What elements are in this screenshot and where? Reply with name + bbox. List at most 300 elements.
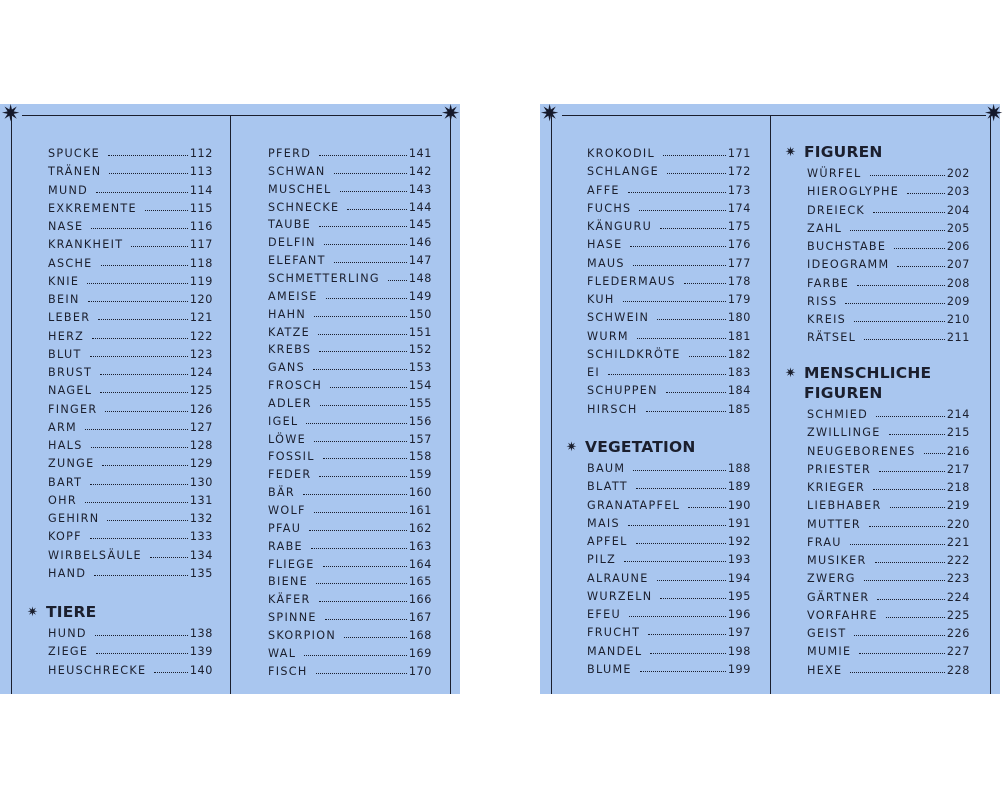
entry-page-number: 169 [408,646,432,660]
entry-term: PRIESTER [807,462,872,476]
index-entry [807,182,970,198]
index-entry [48,199,213,215]
entry-term: EI [587,366,600,379]
entry-term: OHR [48,493,77,507]
index-entry [268,430,432,446]
entry-page-number: 154 [408,379,432,393]
entry-term: PFERD [268,147,312,160]
entry-page-number: 222 [946,554,970,567]
index-entry [807,624,970,640]
dot-leader [657,580,726,581]
dot-leader [107,520,187,521]
entry-term: FRAU [807,535,842,549]
entry-page-number: 143 [408,182,432,196]
entry-term: FUCHS [587,201,632,215]
entry-page-number: 205 [946,221,970,235]
index-entry [587,290,751,306]
index-entry [807,533,970,549]
entry-term: PILZ [587,553,617,567]
entry-page-number: 195 [727,589,751,603]
index-entry [587,199,751,215]
entry-term: RÄTSEL [807,331,857,345]
dot-leader [311,548,407,549]
index-entry [807,515,970,531]
index-entry [268,287,432,303]
dot-leader [309,530,407,531]
dot-leader [318,334,407,335]
index-entry [48,235,213,251]
dot-leader [854,635,944,636]
index-entry [268,590,432,606]
entry-term: LÖWE [268,432,306,446]
index-entry [48,381,213,397]
dot-leader [94,575,188,576]
dot-leader [319,155,407,156]
entry-term: MAUS [587,256,625,270]
dot-leader [316,673,407,674]
column-rule [551,115,552,694]
entry-page-number: 151 [408,325,432,339]
entry-page-number: 207 [946,258,970,272]
dot-leader [388,280,407,281]
entry-term: HIRSCH [587,402,638,416]
entry-page-number: 168 [408,628,432,642]
dot-leader [319,226,407,227]
entry-page-number: 121 [189,311,213,325]
entry-page-number: 159 [408,468,432,482]
entry-term: MAIS [587,516,620,530]
entry-page-number: 124 [189,366,213,379]
dot-leader [100,392,188,393]
dot-leader [150,557,188,558]
entry-page-number: 119 [189,274,213,288]
index-entry [268,233,432,249]
index-entry [807,164,970,180]
index-entry [268,323,432,339]
dot-leader [628,192,726,193]
dot-leader [303,494,407,495]
index-entry [48,454,213,470]
index-entry [48,144,213,160]
entry-page-number: 181 [727,329,751,343]
star-bullet-icon: ✷ [566,440,578,455]
entry-page-number: 150 [408,307,432,321]
entry-page-number: 184 [727,384,751,398]
entry-page-number: 185 [727,402,751,416]
entry-page-number: 228 [946,663,970,677]
entry-page-number: 172 [727,165,751,179]
dot-leader [870,175,945,176]
dot-leader [879,471,945,472]
entry-term: BLUME [587,662,632,676]
star-bullet-icon: ✷ [785,366,797,381]
index-entry [807,442,970,458]
index-entry [807,478,970,494]
index-entry [268,215,432,231]
entry-term: ELEFANT [268,254,326,268]
index-entry [268,644,432,660]
entry-page-number: 158 [408,450,432,464]
entry-page-number: 127 [189,420,213,434]
entry-term: ZAHL [807,221,843,235]
entry-term: FLEDERMAUS [587,274,676,288]
entry-term: MANDEL [587,644,643,658]
entry-page-number: 126 [189,402,213,416]
dot-leader [316,583,407,584]
dot-leader [864,580,945,581]
entry-term: HIEROGLYPHE [807,185,900,199]
entry-term: GEHIRN [48,512,100,525]
entry-term: HASE [587,238,623,252]
entry-page-number: 204 [946,203,970,217]
entry-page-number: 223 [946,572,970,586]
entry-page-number: 208 [946,276,970,290]
index-entry [48,436,213,452]
section-title: MENSCHLICHE [804,364,932,382]
entry-term: KÄNGURU [587,220,653,233]
index-entry [268,519,432,535]
dot-leader [890,507,945,508]
index-entry [587,327,751,343]
column-rule [11,115,12,694]
entry-term: FOSSIL [268,450,315,464]
dot-leader [624,561,726,562]
index-entry [48,509,213,525]
dot-leader [88,301,188,302]
dot-leader [91,447,188,448]
dot-leader [154,672,187,673]
dot-leader [864,339,945,340]
index-entry [48,661,213,677]
dot-leader [90,538,188,539]
dot-leader [105,411,187,412]
dot-leader [323,566,407,567]
dot-leader [320,405,407,406]
index-entry [268,251,432,267]
entry-term: ASCHE [48,256,93,270]
dot-leader [876,416,945,417]
index-entry [48,254,213,270]
entry-term: BEIN [48,293,80,306]
index-entry [587,345,751,361]
entry-page-number: 120 [189,293,213,306]
index-entry [807,310,970,326]
entry-term: SCHLANGE [587,165,659,179]
entry-term: BRUST [48,366,93,379]
dot-leader [87,283,188,284]
entry-term: KROKODIL [587,147,655,160]
entry-page-number: 188 [727,462,751,475]
entry-page-number: 132 [189,512,213,525]
star-ornament-icon: ✷ [540,101,560,127]
entry-page-number: 224 [946,590,970,604]
dot-leader [96,653,188,654]
index-entry [268,501,432,517]
entry-page-number: 217 [946,462,970,476]
index-entry [268,662,432,678]
index-entry [268,358,432,374]
entry-term: SCHMETTERLING [268,271,380,285]
entry-page-number: 174 [727,201,751,215]
entry-page-number: 122 [189,329,213,343]
entry-page-number: 144 [408,200,432,214]
entry-term: SPINNE [268,611,317,625]
entry-page-number: 156 [408,414,432,428]
entry-term: SCHWEIN [587,311,650,325]
index-entry [807,292,970,308]
index-entry [807,405,970,421]
entry-page-number: 138 [189,627,213,640]
entry-term: LIEBHABER [807,499,882,513]
dot-leader [650,653,725,654]
dot-leader [334,262,407,263]
entry-page-number: 129 [189,457,213,471]
star-ornament-icon: ✷ [984,101,1003,127]
index-entry [587,254,751,270]
section-title: FIGUREN [804,384,883,402]
entry-page-number: 117 [189,238,213,252]
entry-page-number: 225 [946,608,970,622]
index-entry [268,198,432,214]
index-entry [268,447,432,463]
dot-leader [628,525,726,526]
entry-page-number: 211 [946,331,970,345]
dot-leader [85,429,188,430]
index-entry [268,626,432,642]
entry-term: GEIST [807,627,847,640]
entry-term: ZWILLINGE [807,426,881,440]
dot-leader [324,244,407,245]
index-entry [807,423,970,439]
index-entry [587,569,751,585]
dot-leader [319,351,407,352]
entry-term: FRUCHT [587,626,641,640]
entry-page-number: 180 [727,311,751,325]
index-entry [807,588,970,604]
index-entry [268,608,432,624]
dot-leader [648,634,726,635]
dot-leader [145,210,188,211]
dot-leader [314,512,407,513]
section-heading-menschliche-figuren [785,363,932,403]
entry-term: WAL [268,646,297,660]
index-entry [48,473,213,489]
entry-term: GRANATAPFEL [587,498,681,512]
dot-leader [95,635,188,636]
dot-leader [869,526,945,527]
entry-page-number: 176 [727,238,751,252]
entry-term: ZIEGE [48,645,89,659]
entry-term: PFAU [268,521,302,535]
dot-leader [857,285,945,286]
dot-leader [854,321,945,322]
index-entry [48,181,213,197]
entry-page-number: 131 [189,493,213,507]
index-entry [268,465,432,481]
index-entry [48,217,213,233]
dot-leader [630,246,725,247]
dot-leader [907,193,945,194]
entry-term: TRÄNEN [48,165,102,179]
entry-page-number: 118 [189,256,213,270]
index-entry [48,272,213,288]
dot-leader [629,616,726,617]
entry-page-number: 214 [946,408,970,421]
index-entry [268,537,432,553]
entry-page-number: 130 [189,475,213,489]
index-entry [807,328,970,344]
entry-page-number: 146 [408,236,432,250]
entry-page-number: 149 [408,289,432,303]
index-entry [587,235,751,251]
index-entry [587,642,751,658]
dot-leader [859,653,944,654]
index-entry [48,308,213,324]
index-entry [268,180,432,196]
index-entry [807,496,970,512]
entry-term: KRIEGER [807,481,866,494]
entry-page-number: 177 [727,256,751,270]
index-entry [587,162,751,178]
index-entry [48,491,213,507]
entry-page-number: 227 [946,645,970,659]
dot-leader [98,319,188,320]
entry-page-number: 125 [189,384,213,398]
dot-leader [334,173,407,174]
entry-page-number: 197 [727,626,751,640]
dot-leader [102,465,187,466]
entry-term: MUSCHEL [268,182,332,196]
index-entry [48,546,213,562]
entry-term: NASE [48,220,84,233]
entry-term: FISCH [268,664,308,678]
entry-page-number: 189 [727,480,751,494]
dot-leader [100,374,188,375]
entry-term: EXKREMENTE [48,201,137,215]
index-entry [807,274,970,290]
star-bullet-icon: ✷ [785,145,797,160]
entry-page-number: 192 [727,535,751,548]
entry-page-number: 166 [408,593,432,607]
entry-term: ZWERG [807,572,856,586]
entry-page-number: 140 [189,663,213,677]
dot-leader [330,387,407,388]
entry-term: KATZE [268,325,310,339]
index-entry [268,555,432,571]
index-entry [587,623,751,639]
section-heading-tiere [27,602,97,622]
section-heading-vegetation [566,437,696,457]
right-page [540,101,1003,694]
index-entry [587,605,751,621]
dot-leader [684,283,726,284]
dot-leader [304,655,407,656]
entry-page-number: 153 [408,361,432,375]
dot-leader [897,266,944,267]
index-entry [268,483,432,499]
entry-term: KÄFER [268,593,311,607]
dot-leader [633,470,725,471]
entry-term: SKORPION [268,628,337,642]
dot-leader [646,411,726,412]
entry-term: IGEL [268,414,299,428]
entry-term: EFEU [587,608,621,621]
entry-page-number: 226 [946,627,970,640]
entry-page-number: 178 [727,274,751,288]
index-entry [587,308,751,324]
entry-page-number: 167 [408,611,432,625]
index-entry [587,514,751,530]
entry-term: FINGER [48,402,98,416]
entry-page-number: 115 [189,201,213,215]
entry-term: BLUT [48,347,82,361]
dot-leader [637,338,726,339]
index-entry [587,217,751,233]
dot-leader [101,265,188,266]
entry-page-number: 221 [946,535,970,549]
entry-term: HUND [48,627,87,640]
dot-leader [875,562,945,563]
entry-term: SCHNECKE [268,200,340,214]
entry-page-number: 135 [189,566,213,580]
index-entry [48,527,213,543]
index-entry [587,459,751,475]
dot-leader [319,601,407,602]
entry-term: WURM [587,329,629,343]
dot-leader [636,543,726,544]
index-entry [268,305,432,321]
dot-leader [109,173,187,174]
star-ornament-icon: ✷ [1,101,21,127]
section-title: VEGETATION [585,438,696,456]
entry-term: GANS [268,361,305,375]
index-entry [268,162,432,178]
dot-leader [108,155,188,156]
entry-page-number: 219 [946,499,970,513]
index-entry [807,661,970,677]
dot-leader [663,155,726,156]
dot-leader [633,265,726,266]
entry-term: RABE [268,539,303,553]
entry-term: ZUNGE [48,457,95,471]
entry-page-number: 196 [727,608,751,621]
entry-page-number: 182 [727,347,751,361]
entry-term: AMEISE [268,289,318,303]
dot-leader [323,458,407,459]
entry-term: TAUBE [268,218,312,232]
entry-term: HAHN [268,307,307,321]
entry-page-number: 194 [727,571,751,585]
dot-leader [85,502,188,503]
dot-leader [850,230,945,231]
dot-leader [90,484,188,485]
entry-page-number: 173 [727,183,751,197]
entry-term: FROSCH [268,379,323,393]
entry-term: WIRBELSÄULE [48,548,142,562]
entry-term: HEXE [807,663,843,677]
entry-page-number: 134 [189,548,213,562]
entry-page-number: 190 [727,498,751,512]
index-entry [587,363,751,379]
entry-term: BAUM [587,462,626,475]
entry-term: HAND [48,566,87,580]
dot-leader [640,671,726,672]
section-title: TIERE [46,603,97,621]
entry-term: VORFAHRE [807,608,878,622]
entry-term: LEBER [48,311,91,325]
entry-term: SCHILDKRÖTE [587,347,681,361]
dot-leader [344,637,407,638]
